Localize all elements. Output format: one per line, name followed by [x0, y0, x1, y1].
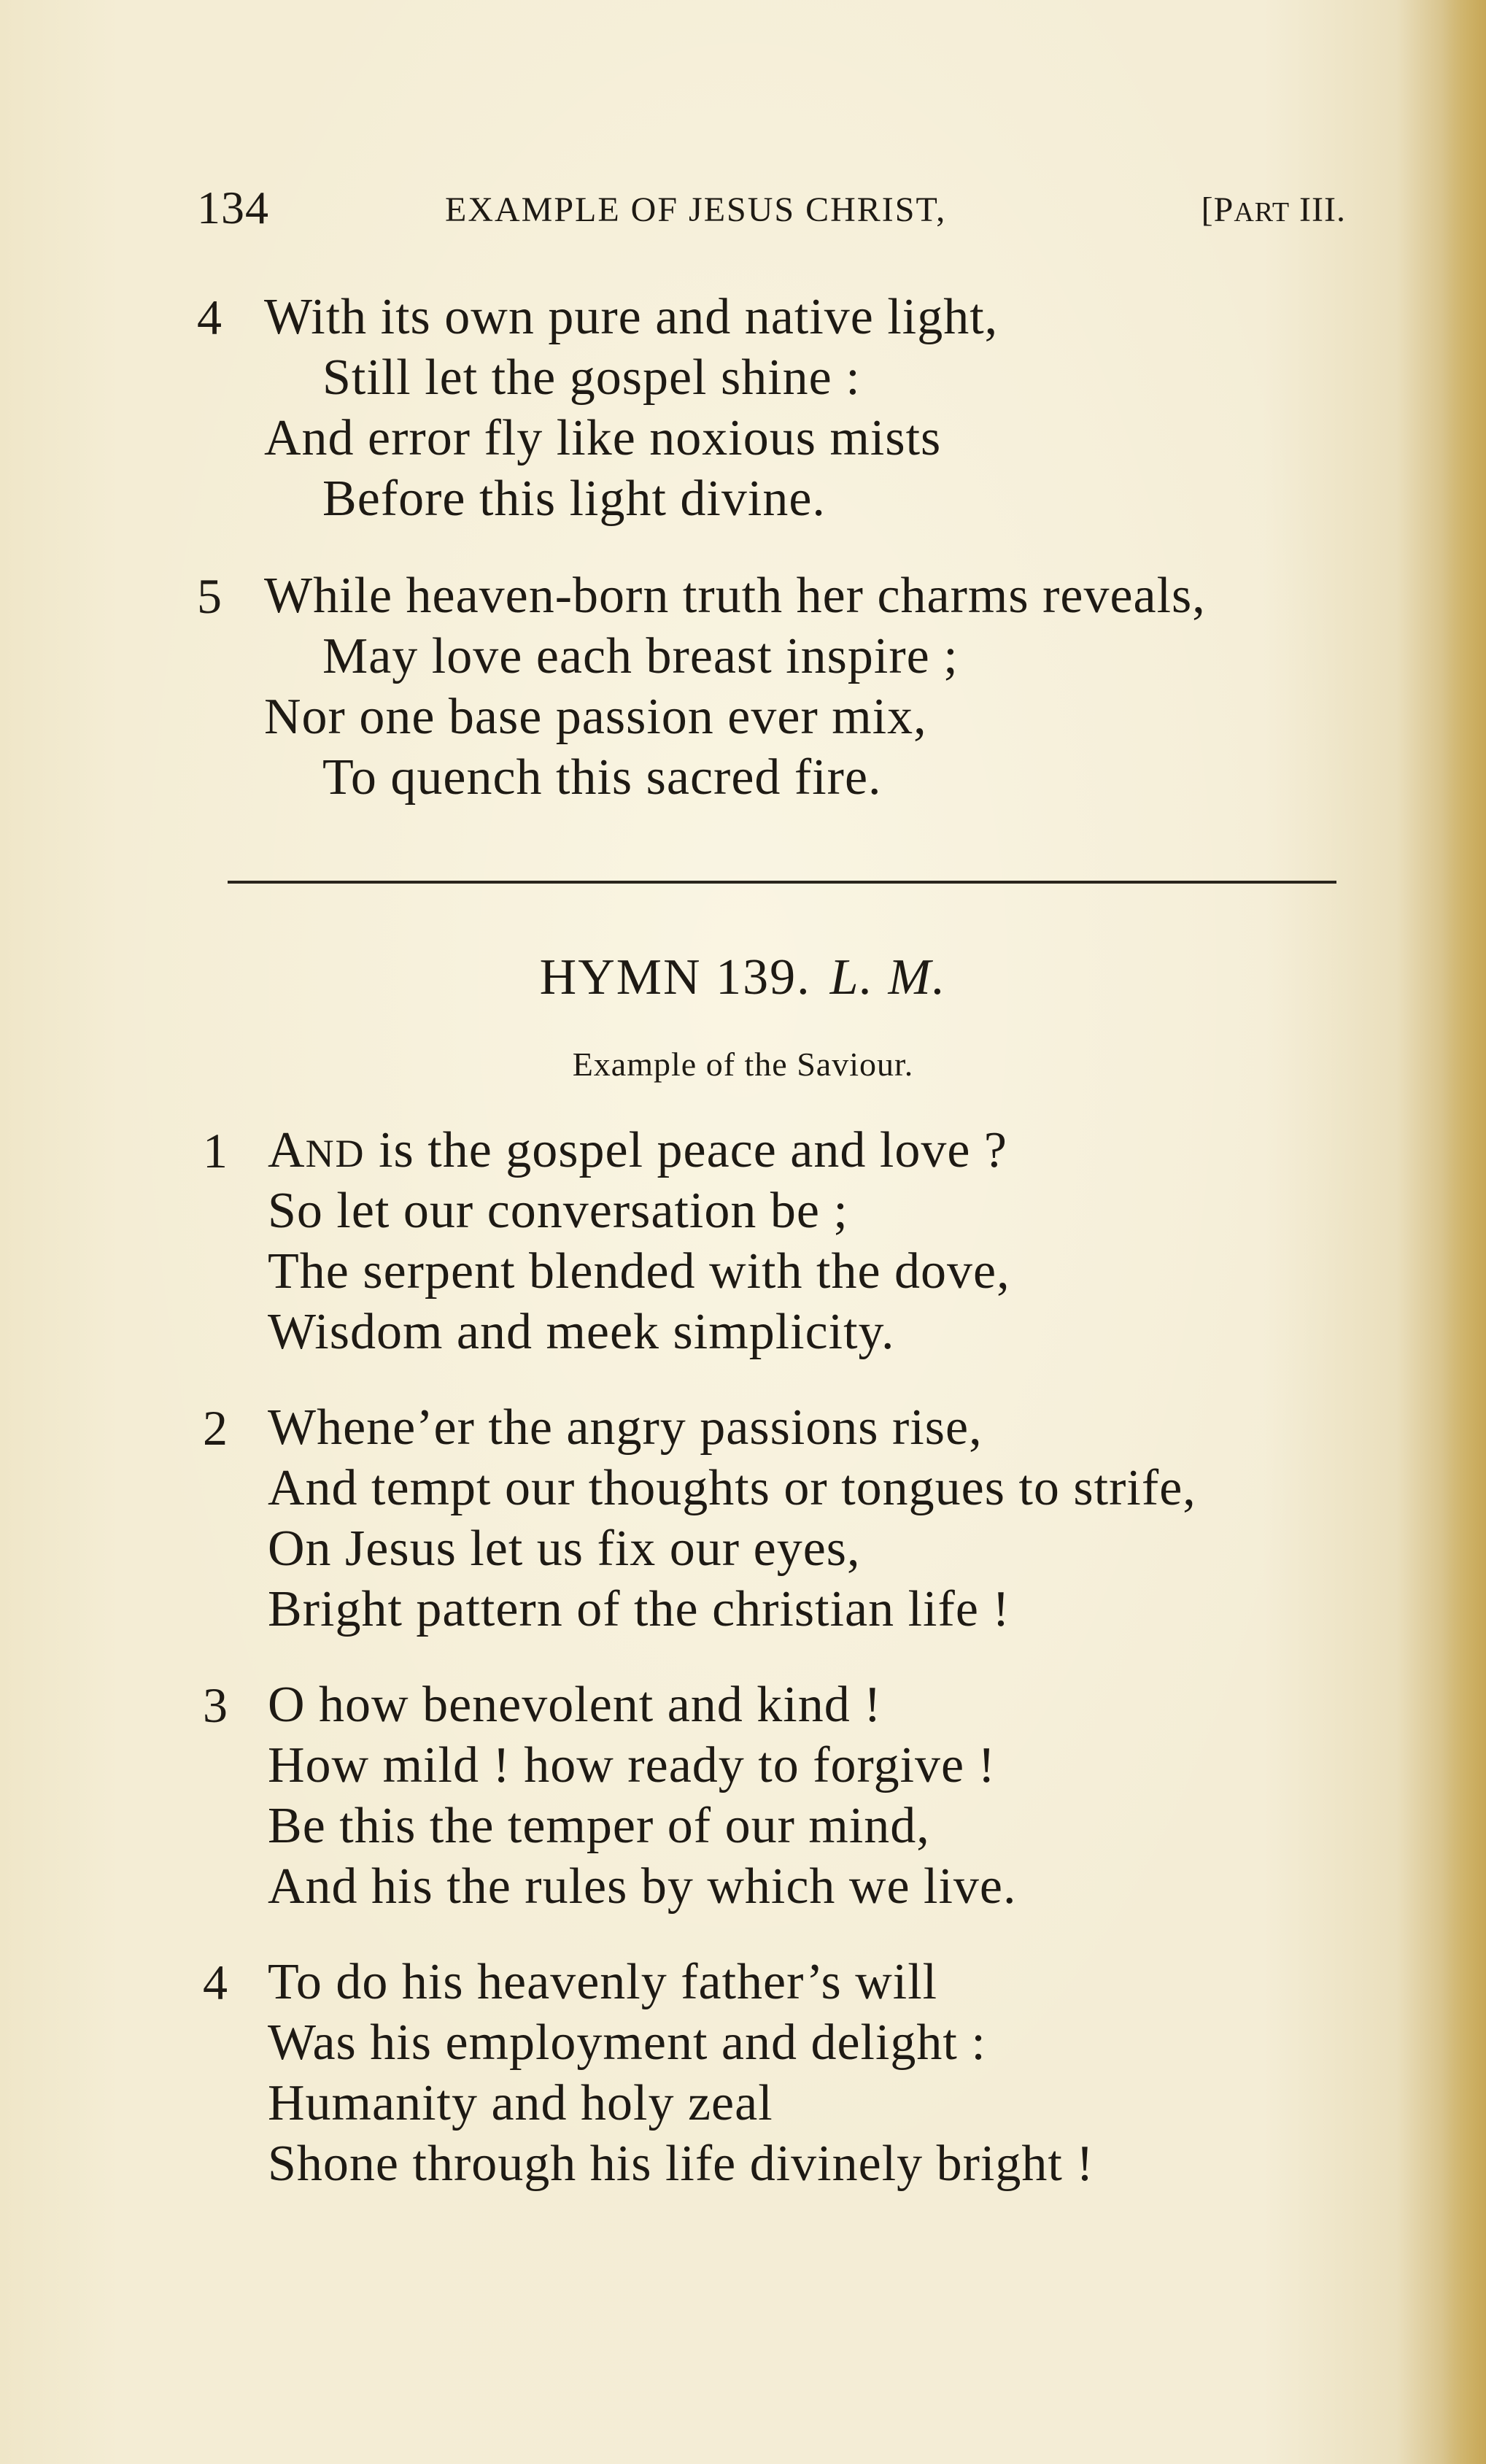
verse-line: And tempt our thoughts or tongues to strife,: [268, 1460, 1196, 1516]
verse-line: So let our conversation be ;: [268, 1183, 848, 1239]
smallcaps-word: ND: [305, 1132, 365, 1175]
verse-line: Be this the temper of our mind,: [268, 1798, 930, 1854]
running-title: EXAMPLE OF JESUS CHRIST,: [445, 190, 947, 229]
verse-line: With its own pure and native light,: [264, 289, 999, 345]
verse-line: Bright pattern of the christian life !: [268, 1581, 1010, 1637]
stanza-number: 1: [203, 1123, 228, 1178]
verse-line: Was his employment and delight :: [268, 2015, 986, 2071]
verse-line: How mild ! how ready to forgive !: [268, 1737, 996, 1793]
part-label: [1201, 190, 1346, 230]
verse-line: To quench this sacred fire.: [322, 749, 882, 806]
stanza-number: 4: [203, 1955, 228, 2010]
verse-line: To do his heavenly father’s will: [268, 1954, 938, 2010]
hymn-number: HYMN 139.: [539, 949, 811, 1005]
verse-line: Humanity and holy zeal: [268, 2075, 773, 2131]
verse-line: May love each breast inspire ;: [322, 628, 959, 684]
verse-line: On Jesus let us fix our eyes,: [268, 1521, 861, 1577]
verse-line: Before this light divine.: [322, 471, 826, 527]
drop-initial: A: [268, 1122, 306, 1178]
running-header: [197, 181, 1346, 232]
verse-line: While heaven-born truth her charms reveals,: [264, 568, 1206, 624]
verse-line: Nor one base passion ever mix,: [264, 689, 927, 745]
section-divider: [228, 881, 1336, 884]
verse-line: O how benevolent and kind !: [268, 1677, 882, 1733]
verse-line: And his the rules by which we live.: [268, 1858, 1017, 1915]
verse-line: And error fly like noxious mists: [264, 410, 942, 466]
hymn-meter: L. M.: [829, 949, 947, 1005]
page-edge-shading: [1442, 0, 1486, 2464]
hymn-subtitle: Example of the Saviour.: [572, 1046, 914, 1083]
part-label-smallcaps: ART: [1234, 197, 1290, 228]
verse-line: Still let the gospel shine :: [322, 349, 861, 406]
part-label-open: [P: [1201, 190, 1234, 229]
stanza-number: 2: [203, 1400, 228, 1456]
stanza-number: 3: [203, 1677, 228, 1733]
page-number: 134: [197, 182, 269, 233]
verse-line: Wisdom and meek simplicity.: [268, 1304, 895, 1360]
verse-line: Whene’er the angry passions rise,: [268, 1399, 983, 1456]
stanza-number: 5: [197, 568, 222, 624]
part-label-number: III.: [1290, 190, 1346, 229]
verse-line: Shone through his life divinely bright !: [268, 2136, 1094, 2192]
first-line-rest: is the gospel peace and love ?: [365, 1122, 1007, 1178]
stanza-number: 4: [197, 290, 222, 345]
verse-line: The serpent blended with the dove,: [268, 1243, 1010, 1299]
verse-line-first: [268, 1121, 1007, 1183]
hymn-title: [0, 949, 1486, 1007]
